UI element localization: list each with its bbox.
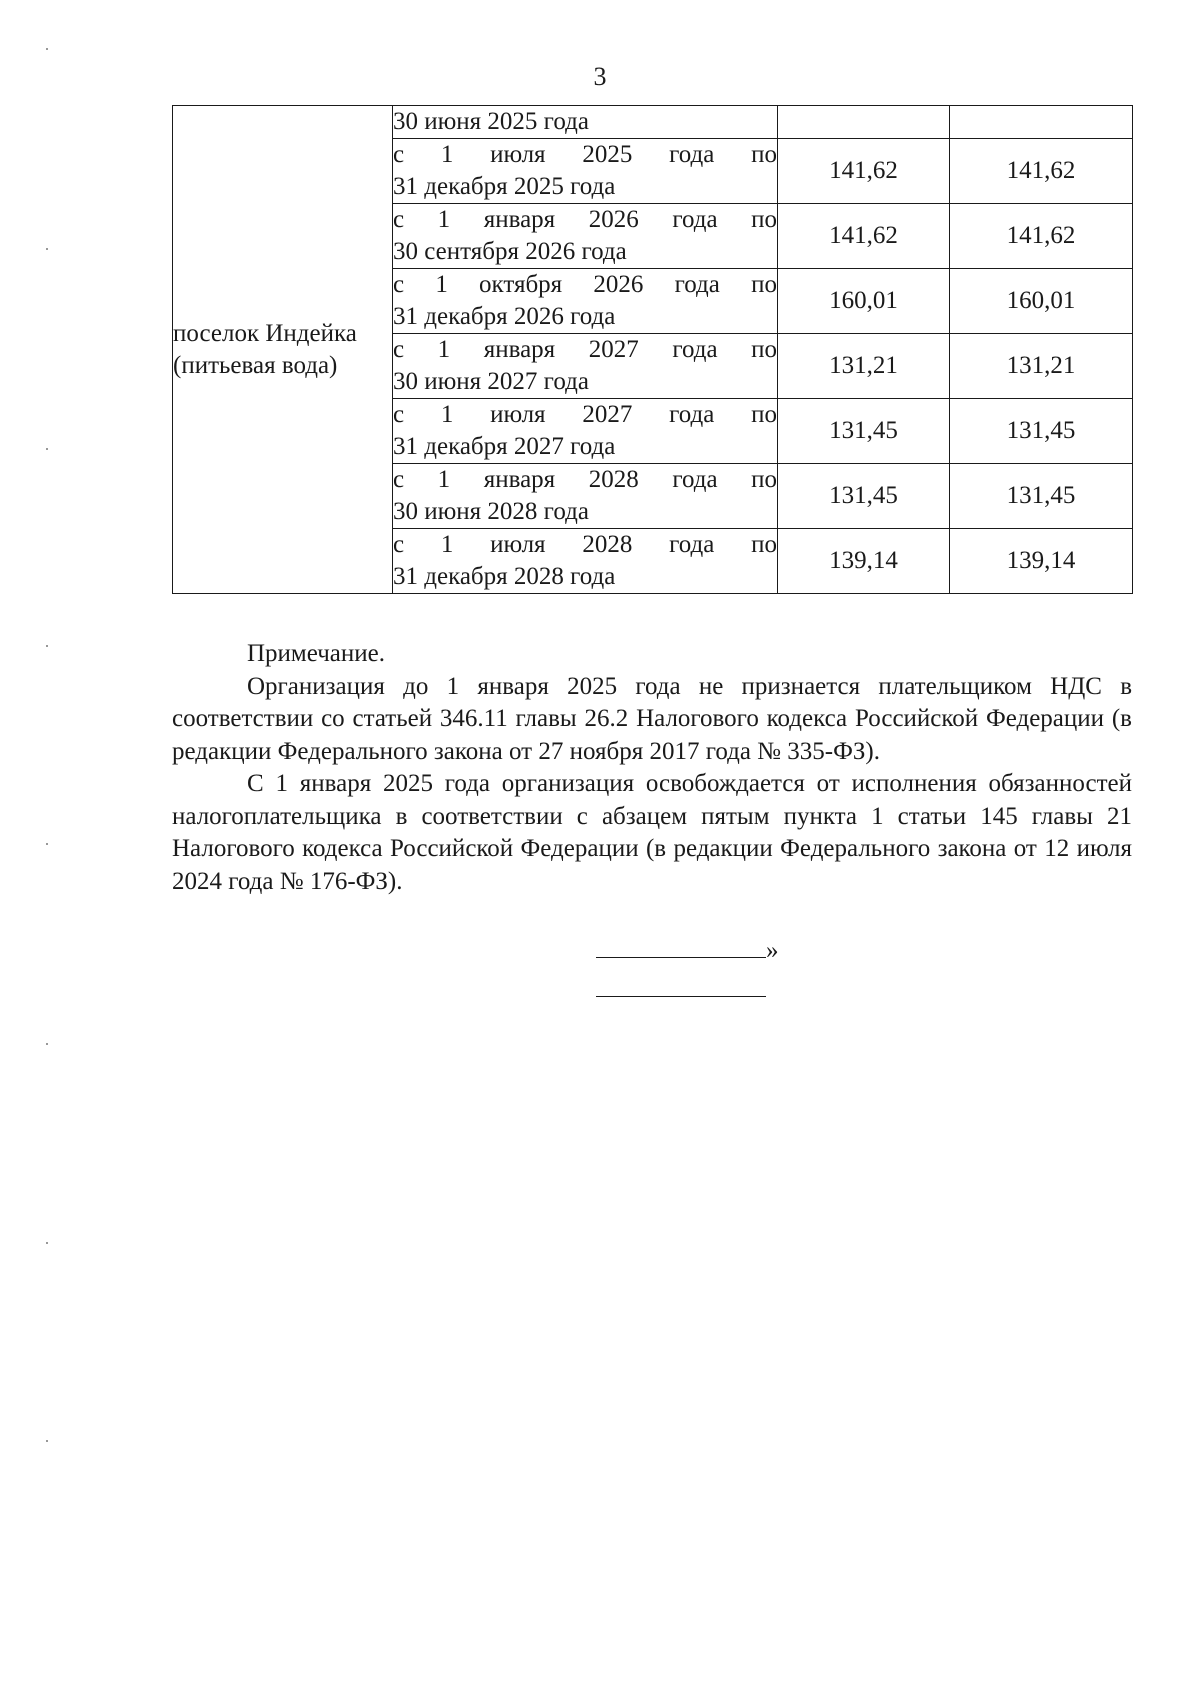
scan-dot xyxy=(46,843,48,845)
scan-dot xyxy=(46,48,48,50)
period-cell xyxy=(393,399,778,464)
tariff-value-vat-cell: 131,45 xyxy=(950,399,1133,464)
period-word: года xyxy=(669,401,715,428)
period-word: января xyxy=(483,206,556,233)
period-word: 2026 xyxy=(593,271,644,298)
period-word: 1 xyxy=(440,531,454,558)
notes-paragraph-2: С 1 января 2025 года организация освобождается от исполнения обязанностей налогоплательщика в соответствии с абзацем пятым пункта 1 статьи 145 главы 21 Налогового кодекса Российской Федерации (в редакции Федерального закона от 12 июля 2024 года № 176-ФЗ). xyxy=(172,770,1132,895)
tariff-value-cell: 141,62 xyxy=(778,204,950,269)
scan-dot xyxy=(46,1043,48,1045)
tariff-value-vat-cell xyxy=(950,106,1133,139)
period-cell xyxy=(393,334,778,399)
closing-line xyxy=(596,935,779,965)
scan-dot xyxy=(46,1242,48,1244)
period-word: по xyxy=(751,401,777,428)
tariff-value-vat-cell: 141,62 xyxy=(950,204,1133,269)
period-cell xyxy=(393,529,778,594)
period-word: 2028 xyxy=(582,531,633,558)
tariff-value-vat-cell: 160,01 xyxy=(950,269,1133,334)
period-word: года xyxy=(669,531,715,558)
period-line-2: 30 июня 2027 года xyxy=(393,368,589,395)
period-word: июля xyxy=(490,141,546,168)
period-word: октября xyxy=(479,271,563,298)
notes-paragraph-1: Организация до 1 января 2025 года не признается плательщиком НДС в соответствии со статьей 346.11 главы 26.2 Налогового кодекса Российской Федерации (в редакции Федерального закона от 27 ноября 2017 года № 335-ФЗ). xyxy=(172,672,1132,765)
period-line-2: 30 июня 2025 года xyxy=(393,108,589,135)
period-line-1 xyxy=(393,399,777,431)
period-line-1 xyxy=(393,269,777,301)
period-word: 2028 xyxy=(588,466,639,493)
period-line-1 xyxy=(393,529,777,561)
period-word: с xyxy=(393,401,405,428)
period-word: по xyxy=(751,466,777,493)
period-word: 2027 xyxy=(582,401,633,428)
period-word: по xyxy=(751,141,777,168)
period-word: по xyxy=(751,271,777,298)
period-word: года xyxy=(672,336,718,363)
tariff-value-cell: 131,45 xyxy=(778,464,950,529)
period-word: 2027 xyxy=(588,336,639,363)
scan-dot xyxy=(46,645,48,647)
table-row xyxy=(173,106,1133,139)
period-word: года xyxy=(674,271,720,298)
locality-cell: поселок Индейка (питьевая вода) xyxy=(173,106,393,594)
period-line-1 xyxy=(393,139,777,171)
period-cell xyxy=(393,269,778,334)
period-word: с xyxy=(393,531,405,558)
period-cell xyxy=(393,139,778,204)
tariff-value-cell: 139,14 xyxy=(778,529,950,594)
period-word: 1 xyxy=(440,401,454,428)
tariff-value-vat-cell: 131,21 xyxy=(950,334,1133,399)
period-word: с xyxy=(393,336,405,363)
period-cell xyxy=(393,204,778,269)
period-word: января xyxy=(483,466,556,493)
period-line-1 xyxy=(393,204,777,236)
period-line-2: 30 июня 2028 года xyxy=(393,498,589,525)
period-line-1 xyxy=(393,464,777,496)
period-word: января xyxy=(483,336,556,363)
period-word: 2025 xyxy=(582,141,633,168)
period-word: июля xyxy=(490,531,546,558)
tariff-value-cell: 160,01 xyxy=(778,269,950,334)
period-word: года xyxy=(672,466,718,493)
period-word: июля xyxy=(490,401,546,428)
period-line-2: 31 декабря 2025 года xyxy=(393,173,616,200)
period-line-1 xyxy=(393,334,777,366)
separator-line xyxy=(596,996,766,997)
tariff-value-cell xyxy=(778,106,950,139)
period-word: 2026 xyxy=(588,206,639,233)
period-word: 1 xyxy=(437,466,451,493)
period-cell xyxy=(393,106,778,139)
period-word: года xyxy=(669,141,715,168)
notes-section xyxy=(172,638,1132,898)
period-word: по xyxy=(751,336,777,363)
tariff-value-vat-cell: 141,62 xyxy=(950,139,1133,204)
scan-dot xyxy=(46,1440,48,1442)
tariff-table xyxy=(172,105,1133,594)
scan-dot xyxy=(46,248,48,250)
tariff-value-vat-cell: 139,14 xyxy=(950,529,1133,594)
period-cell xyxy=(393,464,778,529)
tariff-value-cell: 131,21 xyxy=(778,334,950,399)
period-line-2: 31 декабря 2027 года xyxy=(393,433,616,460)
page-number: 3 xyxy=(593,62,607,91)
period-line-2: 31 декабря 2028 года xyxy=(393,563,616,590)
period-word: с xyxy=(393,141,405,168)
tariff-value-cell: 131,45 xyxy=(778,399,950,464)
period-word: с xyxy=(393,206,405,233)
period-word: 1 xyxy=(437,206,451,233)
period-word: 1 xyxy=(435,271,448,298)
tariff-value-vat-cell: 131,45 xyxy=(950,464,1133,529)
closing-quote: » xyxy=(766,937,779,964)
period-line-2: 31 декабря 2026 года xyxy=(393,303,616,330)
tariff-value-cell: 141,62 xyxy=(778,139,950,204)
notes-title: Примечание. xyxy=(247,640,386,667)
period-word: года xyxy=(672,206,718,233)
period-word: 1 xyxy=(440,141,454,168)
scan-dot xyxy=(46,448,48,450)
period-word: по xyxy=(751,206,777,233)
period-word: по xyxy=(751,531,777,558)
period-word: с xyxy=(393,466,405,493)
period-word: с xyxy=(393,271,405,298)
period-line-2: 30 сентября 2026 года xyxy=(393,238,627,265)
signature-underline xyxy=(596,935,766,958)
period-word: 1 xyxy=(437,336,451,363)
